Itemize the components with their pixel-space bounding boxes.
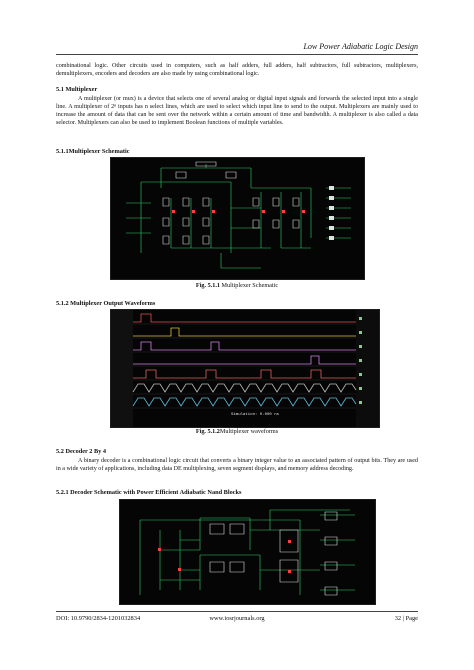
footer-doi: DOI: 10.9790/2834-1201032834 xyxy=(56,615,141,622)
waveform-overlay-text: Simulation: 0.000 ns xyxy=(231,413,280,417)
section-5-1-1-heading: 5.1.1Multiplexer Schematic xyxy=(56,148,130,155)
footer-website: www.iosrjournals.org xyxy=(209,615,265,622)
decoder-paragraph-text: A binary decoder is a combinational logic circuit that converts a binary integer value to an associated pattern of output bits. They are used in a wide variety of applications, including data DE multiplexing, seven segment displays, and memory address decoding. xyxy=(56,458,418,472)
decoder-schematic-figure xyxy=(119,499,376,605)
decoder-schematic-drawing xyxy=(120,500,375,604)
intro-paragraph: combinational logic. Other circuits used in computers, such as half adders, full adders, half subtractors, full subtractors, multiplexers, demultiplexers, encoders and decoders are also made by using combinational logic. xyxy=(56,63,418,77)
running-head: Low Power Adiabatic Logic Design xyxy=(56,42,418,55)
multiplexer-schematic-figure xyxy=(110,157,365,280)
section-5-1-2-heading: 5.1.2 Multiplexer Output Waveforms xyxy=(56,300,156,307)
figure-5-1-2-caption-text: Multiplexer waveforms xyxy=(219,428,279,435)
multiplexer-waveform-drawing xyxy=(111,310,379,427)
multiplexer-schematic-drawing xyxy=(111,158,364,279)
section-5-1-paragraph xyxy=(56,95,418,127)
figure-5-1-1-caption-text: Multiplexer Schematic xyxy=(219,282,279,289)
footer-page-number: 32 | Page xyxy=(394,615,418,622)
section-5-2-paragraph xyxy=(56,457,418,473)
figure-5-1-1-caption xyxy=(56,282,418,290)
figure-5-1-2-label: Fig. 5.1.2 xyxy=(195,428,220,435)
figure-5-1-1-label: Fig. 5.1.1 xyxy=(195,282,220,289)
figure-5-1-2-caption xyxy=(56,428,418,436)
section-5-1-heading: 5.1 Multiplexer xyxy=(56,86,98,93)
multiplexer-paragraph-text: A multiplexer (or mux) is a device that selects one of several analog or digital input signals and forwards the selected input into a single line. A multiplexer of 2ⁿ inputs has n select lines, which are used to select which input line to send to the output. Multiplexers are mainly used to increase the amount of data that can be sent over the network within a certain amount of time and bandwidth. A multiplexer is also called a data selector. Multiplexers can also be used to implement Boolean functions of multiple variables. xyxy=(56,96,418,126)
section-5-2-heading: 5.2 Decoder 2 By 4 xyxy=(56,448,107,455)
section-5-2-1-heading: 5.2.1 Decoder Schematic with Power Efficient Adiabatic Nand Blocks xyxy=(56,489,242,496)
multiplexer-waveform-figure xyxy=(110,309,380,428)
page-footer xyxy=(56,611,418,622)
